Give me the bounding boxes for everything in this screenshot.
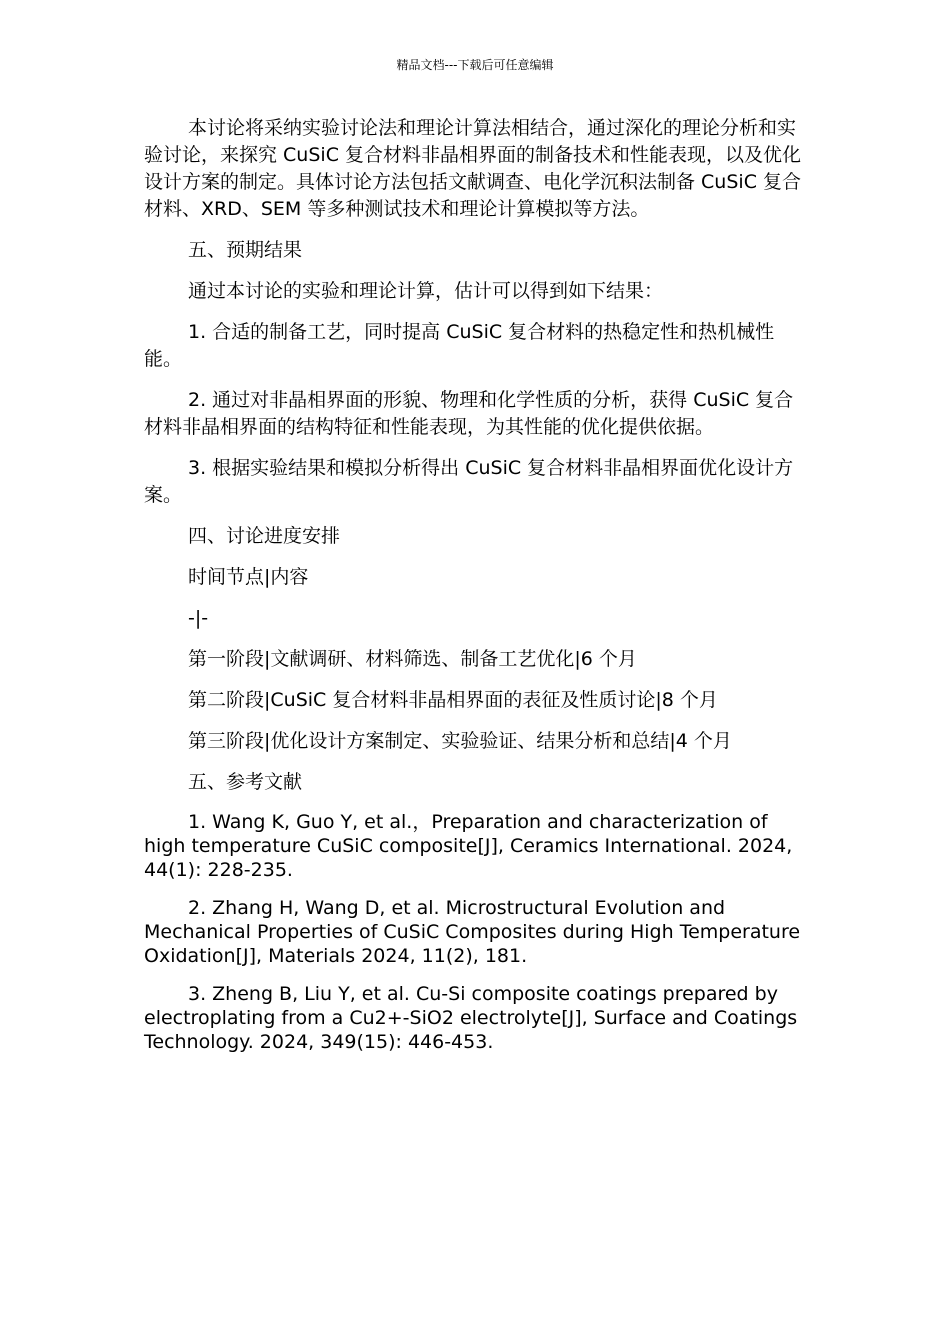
expected-result-item: 1. 合适的制备工艺，同时提高 CuSiC 复合材料的热稳定性和热机械性能。 [144,321,775,370]
reference-item: 1. Wang K, Guo Y, et al.，Preparation and characterization of high temperature CuSiC composite[J], Ceramics International. 2024, 44(1): 228-235. [144,811,793,881]
schedule-table-separator: -|- [188,607,209,629]
references-heading: 五、参考文献 [188,771,303,793]
schedule-row: 第一阶段|文献调研、材料筛选、制备工艺优化|6 个月 [188,648,637,670]
reference-item: 2. Zhang H, Wang D, et al. Microstructural Evolution and Mechanical Properties of CuSiC Composites during High Temperature Oxidation[J], Materials 2024, 11(2), 181. [144,897,801,967]
schedule-table-header: 时间节点|内容 [188,566,309,588]
methods-paragraph: 本讨论将采纳实验讨论法和理论计算法相结合，通过深化的理论分析和实验讨论，来探究 CuSiC 复合材料非晶相界面的制备技术和性能表现，以及优化设计方案的制定。具体讨论方法包括文献调查、电化学沉积法制备 CuSiC 复合材料、XRD、SEM 等多种测试技术和理论计算模拟等方法。 [144,117,801,220]
expected-results-heading: 五、预期结果 [188,239,303,261]
reference-item: 3. Zheng B, Liu Y, et al. Cu-Si composite coatings prepared by electroplating from a Cu2+-SiO2 electrolyte[J], Surface and Coatings Technology. 2024, 349(15): 446-453. [144,983,798,1053]
schedule-heading: 四、讨论进度安排 [188,525,341,547]
expected-result-item: 2. 通过对非晶相界面的形貌、物理和化学性质的分析，获得 CuSiC 复合材料非晶相界面的结构特征和性能表现，为其性能的优化提供依据。 [144,389,794,438]
schedule-row: 第二阶段|CuSiC 复合材料非晶相界面的表征及性质讨论|8 个月 [188,689,718,711]
document-body [144,115,810,1068]
schedule-row: 第三阶段|优化设计方案制定、实验验证、结果分析和总结|4 个月 [188,730,732,752]
expected-results-intro: 通过本讨论的实验和理论计算，估计可以得到如下结果： [188,280,664,302]
expected-result-item: 3. 根据实验结果和模拟分析得出 CuSiC 复合材料非晶相界面优化设计方案。 [144,457,794,506]
page-header: 精品文档---下载后可任意编辑 [396,58,554,72]
